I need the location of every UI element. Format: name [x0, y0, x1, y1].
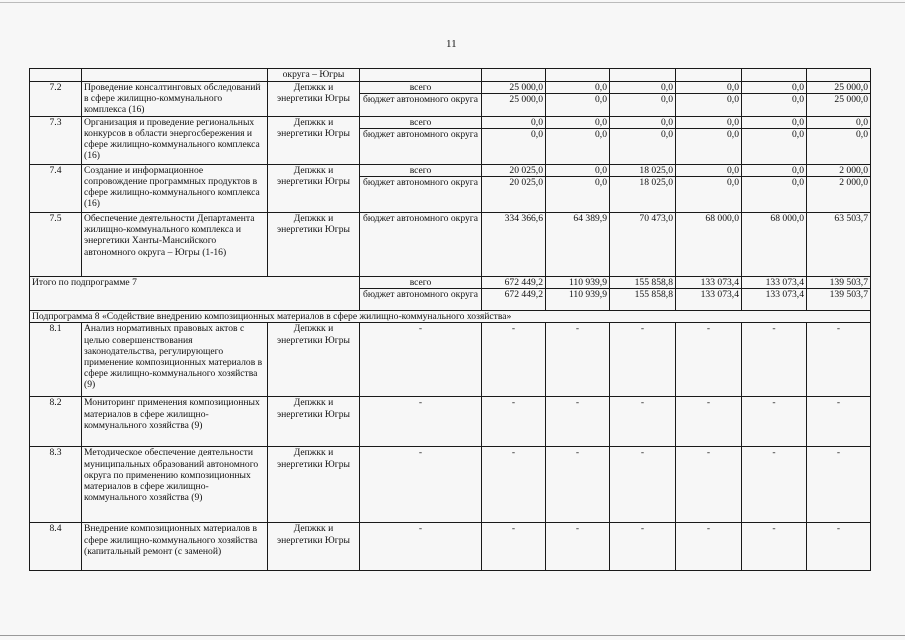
funding-value: - — [742, 323, 807, 397]
funding-value: 18 025,0 — [610, 164, 676, 176]
funding-source: бюджет автономного округа — [360, 94, 482, 116]
funding-source: всего — [360, 277, 482, 289]
funding-value: 0,0 — [546, 177, 610, 213]
funding-value: - — [482, 397, 546, 447]
responsible-executor: Депжкк и энергетики Югры — [268, 164, 360, 212]
funding-value: 0,0 — [676, 177, 742, 213]
funding-value: - — [610, 523, 676, 571]
row-number: 8.2 — [30, 397, 82, 447]
funding-value: - — [807, 323, 871, 397]
continuation-row — [30, 69, 871, 82]
table-row — [30, 323, 871, 397]
row-number: 7.2 — [30, 82, 82, 117]
responsible-executor: Депжкк и энергетики Югры — [268, 447, 360, 523]
cell-empty — [482, 69, 546, 82]
continuation-cell: округа – Югры — [268, 69, 360, 82]
funding-value: - — [360, 447, 482, 523]
funding-value: 0,0 — [610, 82, 676, 94]
activity-name: Создание и информационное сопровождение программных продуктов в сфере жилищно-коммунального комплекса (16) — [82, 164, 268, 212]
funding-value: 0,0 — [676, 82, 742, 94]
cell-empty — [676, 69, 742, 82]
responsible-executor: Депжкк и энергетики Югры — [268, 397, 360, 447]
funding-value: 0,0 — [742, 164, 807, 176]
funding-value: 139 503,7 — [807, 277, 871, 289]
funding-value: 672 449,2 — [482, 277, 546, 289]
budget-table — [29, 68, 871, 571]
funding-value: 0,0 — [546, 128, 610, 164]
funding-value: - — [610, 447, 676, 523]
funding-value: 25 000,0 — [482, 94, 546, 116]
funding-value: - — [807, 523, 871, 571]
funding-value: 64 389,9 — [546, 213, 610, 277]
funding-value: - — [610, 397, 676, 447]
table-row — [30, 213, 871, 277]
funding-value: 110 939,9 — [546, 277, 610, 289]
table-row — [30, 523, 871, 571]
funding-value: 133 073,4 — [742, 289, 807, 311]
funding-value: 0,0 — [546, 164, 610, 176]
table-row — [30, 116, 871, 128]
funding-value: - — [676, 447, 742, 523]
activity-name: Анализ нормативных правовых актов с целью совершенствования законодательства, регулирующего применение композиционных материалов в сфере жилищно-коммунального хозяйства (9) — [82, 323, 268, 397]
total-row — [30, 277, 871, 289]
subprogram-title-row — [30, 311, 871, 323]
funding-source: всего — [360, 82, 482, 94]
cell-empty — [30, 69, 82, 82]
funding-value: 0,0 — [676, 164, 742, 176]
funding-value: - — [546, 447, 610, 523]
row-number: 7.4 — [30, 164, 82, 212]
row-number: 7.5 — [30, 213, 82, 277]
activity-name: Проведение консалтинговых обследований в сфере жилищно-коммунального комплекса (16) — [82, 82, 268, 117]
subprogram-title: Подпрограмма 8 «Содействие внедрению композиционных материалов в сфере жилищно-коммунального хозяйства» — [30, 311, 871, 323]
activity-name: Обеспечение деятельности Департамента жилищно-коммунального комплекса и энергетики Ханты-Мансийского автономного округа – Югры (1-16) — [82, 213, 268, 277]
funding-value: 0,0 — [742, 94, 807, 116]
funding-value: - — [482, 447, 546, 523]
funding-source: бюджет автономного округа — [360, 213, 482, 277]
funding-value: 0,0 — [807, 128, 871, 164]
responsible-executor: Депжкк и энергетики Югры — [268, 523, 360, 571]
funding-value: 0,0 — [676, 128, 742, 164]
funding-value: 0,0 — [546, 116, 610, 128]
funding-value: - — [807, 397, 871, 447]
cell-empty — [742, 69, 807, 82]
funding-value: 0,0 — [546, 82, 610, 94]
funding-value: - — [742, 523, 807, 571]
funding-value: 0,0 — [610, 94, 676, 116]
responsible-executor: Депжкк и энергетики Югры — [268, 116, 360, 164]
funding-value: - — [546, 323, 610, 397]
funding-value: 70 473,0 — [610, 213, 676, 277]
funding-value: - — [676, 323, 742, 397]
funding-value: 18 025,0 — [610, 177, 676, 213]
funding-value: 0,0 — [546, 94, 610, 116]
funding-value: 0,0 — [676, 94, 742, 116]
funding-value: - — [360, 523, 482, 571]
funding-source: бюджет автономного округа — [360, 177, 482, 213]
funding-value: 110 939,9 — [546, 289, 610, 311]
funding-value: 133 073,4 — [676, 277, 742, 289]
row-number: 8.1 — [30, 323, 82, 397]
funding-value: 334 366,6 — [482, 213, 546, 277]
total-label: Итого по подпрограмме 7 — [30, 277, 360, 311]
responsible-executor: Депжкк и энергетики Югры — [268, 323, 360, 397]
funding-value: - — [482, 523, 546, 571]
funding-value: 2 000,0 — [807, 177, 871, 213]
activity-name: Организация и проведение региональных конкурсов в области энергосбережения и сфере жилищно-коммунального комплекса (16) — [82, 116, 268, 164]
activity-name: Внедрение композиционных материалов в сфере жилищно-коммунального хозяйства (капитальный ремонт (с заменой) — [82, 523, 268, 571]
funding-value: - — [360, 397, 482, 447]
funding-value: - — [676, 397, 742, 447]
activity-name: Методическое обеспечение деятельности муниципальных образований автономного округа по применению композиционных материалов в сфере жилищно-коммунального хозяйства (9) — [82, 447, 268, 523]
funding-source: всего — [360, 116, 482, 128]
cell-empty — [610, 69, 676, 82]
funding-value: 25 000,0 — [807, 94, 871, 116]
table-row — [30, 164, 871, 176]
table-row — [30, 397, 871, 447]
row-number: 7.3 — [30, 116, 82, 164]
funding-value: 0,0 — [610, 128, 676, 164]
funding-value: - — [546, 523, 610, 571]
cell-empty — [807, 69, 871, 82]
funding-value: 155 858,8 — [610, 289, 676, 311]
funding-value: 25 000,0 — [807, 82, 871, 94]
funding-value: 139 503,7 — [807, 289, 871, 311]
funding-value: 0,0 — [482, 128, 546, 164]
funding-value: 672 449,2 — [482, 289, 546, 311]
funding-source: бюджет автономного округа — [360, 289, 482, 311]
funding-value: 2 000,0 — [807, 164, 871, 176]
funding-value: - — [482, 323, 546, 397]
funding-value: 0,0 — [742, 82, 807, 94]
scan-edge-bottom — [0, 635, 905, 636]
responsible-executor: Депжкк и энергетики Югры — [268, 213, 360, 277]
responsible-executor: Депжкк и энергетики Югры — [268, 82, 360, 117]
funding-value: 68 000,0 — [742, 213, 807, 277]
cell-empty — [360, 69, 482, 82]
funding-value: 20 025,0 — [482, 164, 546, 176]
funding-value: 63 503,7 — [807, 213, 871, 277]
table-row — [30, 82, 871, 94]
funding-value: 0,0 — [742, 177, 807, 213]
cell-empty — [546, 69, 610, 82]
funding-value: 0,0 — [610, 116, 676, 128]
funding-value: 0,0 — [742, 116, 807, 128]
table-row — [30, 447, 871, 523]
funding-source: бюджет автономного округа — [360, 128, 482, 164]
funding-value: 25 000,0 — [482, 82, 546, 94]
funding-value: 0,0 — [482, 116, 546, 128]
scan-edge-top — [0, 2, 905, 3]
row-number: 8.3 — [30, 447, 82, 523]
cell-empty — [82, 69, 268, 82]
row-number: 8.4 — [30, 523, 82, 571]
funding-value: 0,0 — [742, 128, 807, 164]
funding-value: - — [807, 447, 871, 523]
budget-table-body — [30, 69, 871, 571]
funding-value: 0,0 — [807, 116, 871, 128]
activity-name: Мониторинг применения композиционных материалов в сфере жилищно-коммунального хозяйства (9) — [82, 397, 268, 447]
funding-value: - — [742, 447, 807, 523]
funding-source: всего — [360, 164, 482, 176]
funding-value: - — [360, 323, 482, 397]
funding-value: 0,0 — [676, 116, 742, 128]
funding-value: 20 025,0 — [482, 177, 546, 213]
funding-value: - — [546, 397, 610, 447]
funding-value: 155 858,8 — [610, 277, 676, 289]
funding-value: - — [676, 523, 742, 571]
funding-value: 68 000,0 — [676, 213, 742, 277]
funding-value: - — [610, 323, 676, 397]
funding-value: 133 073,4 — [676, 289, 742, 311]
funding-value: 133 073,4 — [742, 277, 807, 289]
funding-value: - — [742, 397, 807, 447]
page-number: 11 — [446, 38, 457, 50]
